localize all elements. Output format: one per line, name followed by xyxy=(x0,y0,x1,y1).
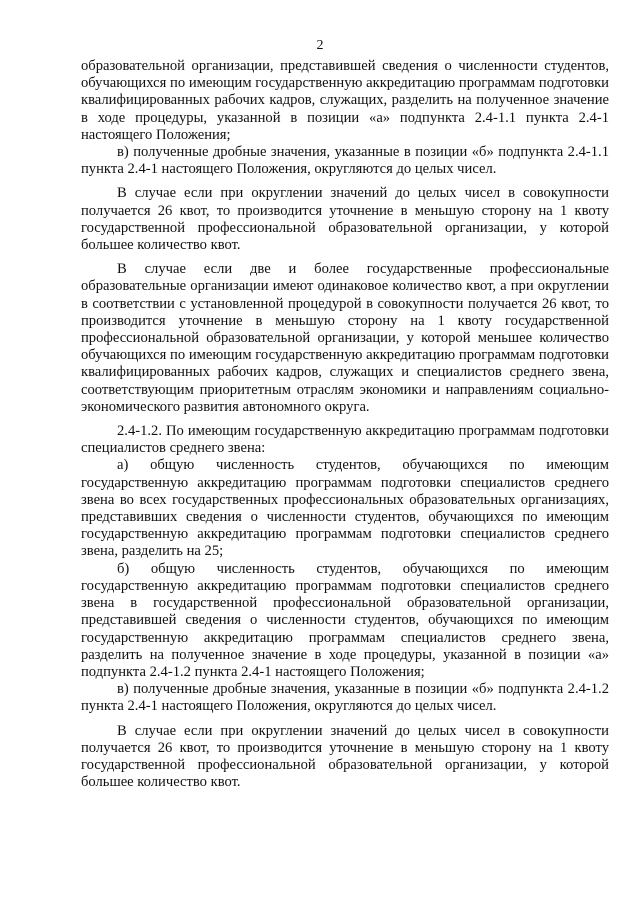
paragraph-section-2-4-1-2: 2.4-1.2. По имеющим государственную аккредитацию программам подготовки специалистов среднего звена: xyxy=(81,423,609,457)
paragraph-item-a: а) общую численность студентов, обучающихся по имеющим государственную аккредитацию программам подготовки специалистов среднего звена во всех государственных профессиональных образовательных организациях, представивших сведения о численности студентов, обучающихся по имеющим государственную аккредитацию программам подготовки специалистов среднего звена, разделить на 25; xyxy=(81,457,609,560)
page-number: 2 xyxy=(316,38,324,53)
paragraph-item-v-1: в) полученные дробные значения, указанные в позиции «б» подпункта 2.4-1.1 пункта 2.4-1 настоящего Положения, округляются до целых чисел. xyxy=(81,144,609,178)
paragraph-rounding-rule-1: В случае если при округлении значений до целых чисел в совокупности получается 26 квот, то производится уточнение в меньшую сторону на 1 квоту государственной профессиональной образовательной организации, у которой большее количество квот. xyxy=(81,185,609,254)
paragraph-item-v-2: в) полученные дробные значения, указанные в позиции «б» подпункта 2.4-1.2 пункта 2.4-1 настоящего Положения, округляются до целых чисел. xyxy=(81,681,609,715)
paragraph-continuation: образовательной организации, представившей сведения о численности студентов, обучающихся по имеющим государственную аккредитацию программам подготовки квалифицированных рабочих кадров, служащих, разделить на полученное значение в ходе процедуры, указанной в позиции «а» подпункта 2.4-1.1 пункта 2.4-1 настоящего Положения; xyxy=(81,58,609,143)
paragraph-equal-quotas-rule: В случае если две и более государственные профессиональные образовательные организации имеют одинаковое количество квот, а при округлении в соответствии с установленной процедурой в совокупности получается 26 квот, то производится уточнение в меньшую сторону на 1 квоту государственной профессиональной образовательной организации, у которой меньшее количество обучающихся по имеющим государственную аккредитацию программам подготовки квалифицированных рабочих кадров, служащих и специалистов среднего звена, соответствующим приоритетным отраслям экономики и направлениям социально-экономического развития автономного округа. xyxy=(81,261,609,415)
document-body xyxy=(81,58,609,791)
paragraph-item-b: б) общую численность студентов, обучающихся по имеющим государственную аккредитацию программам подготовки специалистов среднего звена в государственной профессиональной образовательной организации, представившей сведения о численности студентов, обучающихся по имеющим государственную аккредитацию программам специалистов среднего звена, разделить на полученное значение в ходе процедуры, указанной в позиции «а» подпункта 2.4-1.2 пункта 2.4-1 настоящего Положения; xyxy=(81,560,609,680)
paragraph-rounding-rule-2: В случае если при округлении значений до целых чисел в совокупности получается 26 квот, то производится уточнение в меньшую сторону на 1 квоту государственной профессиональной образовательной организации, у которой большее количество квот. xyxy=(81,722,609,791)
